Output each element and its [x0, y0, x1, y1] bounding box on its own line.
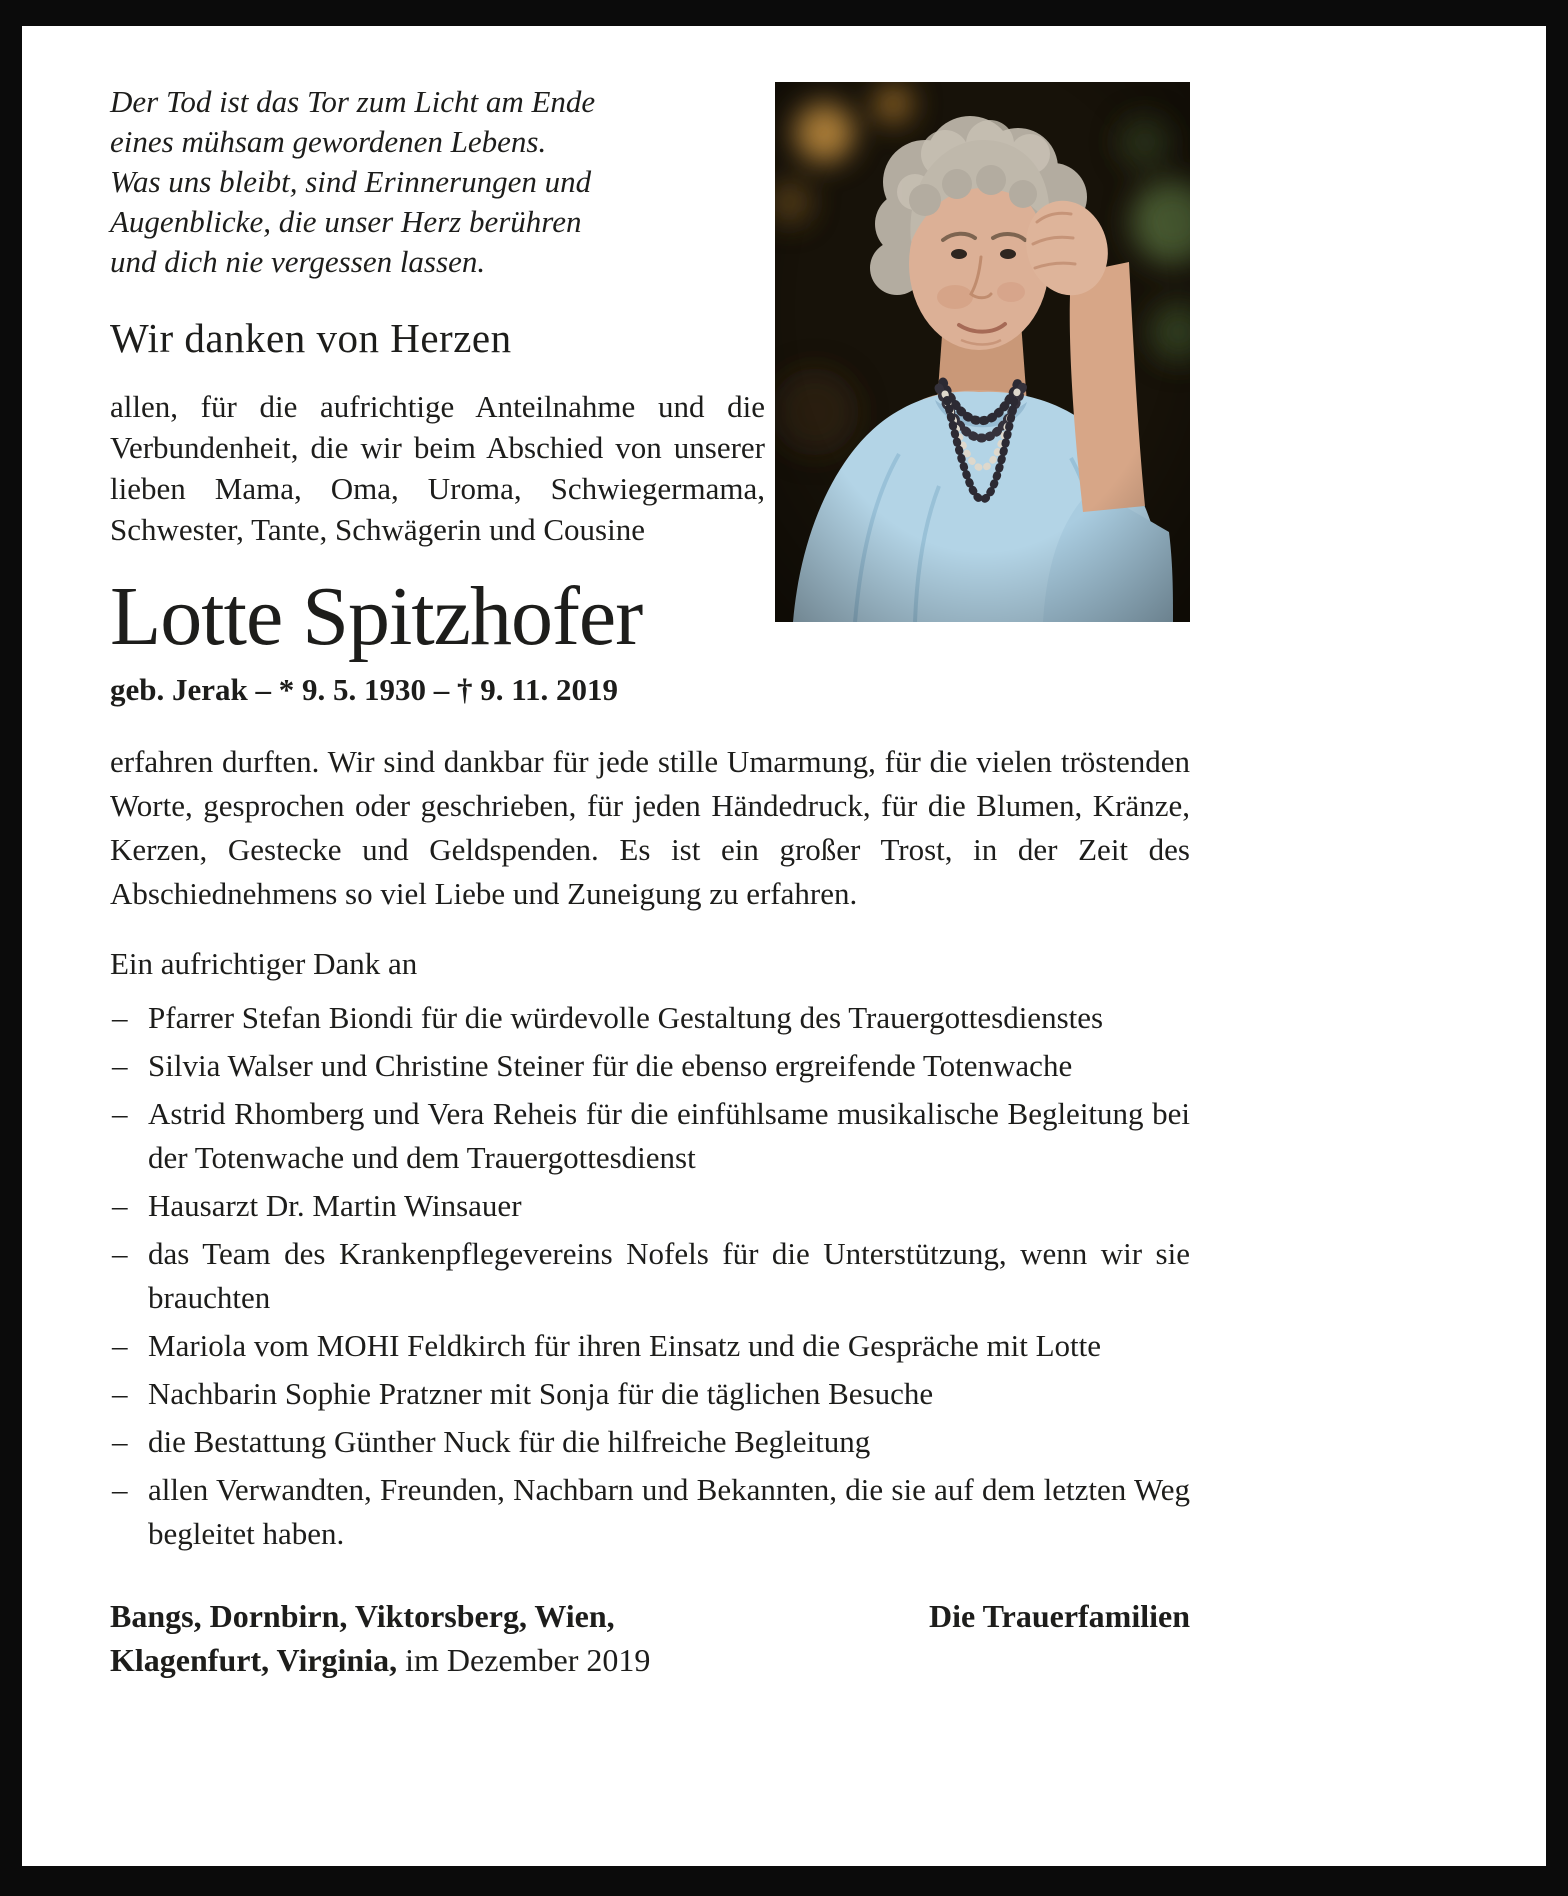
footer-signature: Die Trauerfamilien — [929, 1598, 1190, 1634]
thanks-list-item-text: allen Verwandten, Freunden, Nachbarn und Bekannten, die sie auf dem letzten Weg begleitet haben. — [148, 1472, 1190, 1551]
thanks-list-item — [110, 1324, 1190, 1368]
footer-places-line2-bold: Klagenfurt, Virginia, — [110, 1642, 398, 1678]
list-dash: – — [112, 1424, 128, 1459]
list-dash: – — [112, 1376, 128, 1411]
epigraph-line: Augenblicke, die unser Herz berühren — [110, 204, 582, 239]
list-dash: – — [112, 1236, 128, 1271]
footer-date: im Dezember 2019 — [405, 1642, 651, 1678]
thanks-list-item-text: Astrid Rhomberg und Vera Reheis für die einfühlsame musikalische Begleitung bei der Totenwache und dem Trauergottesdienst — [148, 1096, 1190, 1175]
thanks-list-item-text: Pfarrer Stefan Biondi für die würdevolle Gestaltung des Trauergottesdienstes — [148, 1000, 1104, 1035]
vignette — [775, 82, 1190, 622]
thanks-list — [110, 996, 1190, 1556]
thanks-list-item — [110, 996, 1190, 1040]
list-dash: – — [112, 1188, 128, 1223]
gratitude-paragraph: erfahren durften. Wir sind dankbar für jede stille Umarmung, für die vielen tröstenden Worte, gesprochen oder geschrieben, für jeden Händedruck, für die Blumen, Kränze, Kerzen, Gestecke und Geldspenden. Es ist ein großer Trost, in der Zeit des Abschiednehmens so viel Liebe und Zuneigung zu erfahren. — [110, 744, 1190, 911]
thanks-heading: Wir danken von Herzen — [110, 315, 512, 361]
epigraph-line: Der Tod ist das Tor zum Licht am Ende — [110, 84, 596, 119]
deceased-name: Lotte Spitzhofer — [110, 570, 643, 663]
list-dash: – — [112, 1472, 128, 1507]
footer — [110, 1594, 1190, 1682]
thanks-list-item-text: Hausarzt Dr. Martin Winsauer — [148, 1188, 522, 1223]
portrait-photo — [775, 82, 1190, 622]
thanks-list-item-text: Silvia Walser und Christine Steiner für die ebenso ergreifende Totenwache — [148, 1048, 1073, 1083]
thanks-list-item-text: Nachbarin Sophie Pratzner mit Sonja für die täglichen Besuche — [148, 1376, 934, 1411]
epigraph-line: und dich nie vergessen lassen. — [110, 244, 486, 279]
obituary-content — [110, 82, 1190, 1682]
thanks-list-item-text: die Bestattung Günther Nuck für die hilfreiche Begleitung — [148, 1424, 871, 1459]
list-dash: – — [112, 1096, 128, 1131]
intro-paragraph: allen, für die aufrichtige Anteilnahme und die Verbundenheit, die wir beim Abschied von unserer lieben Mama, Oma, Uroma, Schwiegermama, Schwester, Tante, Schwägerin und Cousine — [110, 389, 765, 547]
epigraph — [110, 82, 775, 282]
thanks-list-item — [110, 1232, 1190, 1320]
list-dash: – — [112, 1048, 128, 1083]
portrait-photo-illustration — [775, 82, 1190, 622]
top-left-column — [110, 82, 775, 708]
list-dash: – — [112, 1000, 128, 1035]
thanks-list-item — [110, 1044, 1190, 1088]
top-section — [110, 82, 1190, 708]
thanks-list-heading: Ein aufrichtiger Dank an — [110, 946, 418, 981]
epigraph-line: eines mühsam gewordenen Lebens. — [110, 124, 547, 159]
thanks-list-item — [110, 1420, 1190, 1464]
footer-places-line2 — [110, 1638, 650, 1682]
thanks-list-item — [110, 1092, 1190, 1180]
epigraph-line: Was uns bleibt, sind Erinnerungen und — [110, 164, 592, 199]
list-dash: – — [112, 1328, 128, 1363]
thanks-list-item-text: Mariola vom MOHI Feldkirch für ihren Einsatz und die Gespräche mit Lotte — [148, 1328, 1101, 1363]
thanks-list-item-text: das Team des Krankenpflegevereins Nofels für die Unterstützung, wenn wir sie brauchten — [148, 1236, 1190, 1315]
thanks-list-item — [110, 1468, 1190, 1556]
thanks-list-item — [110, 1372, 1190, 1416]
footer-places-line1: Bangs, Dornbirn, Viktorsberg, Wien, — [110, 1598, 615, 1634]
footer-places — [110, 1594, 650, 1682]
life-dates: geb. Jerak – * 9. 5. 1930 – † 9. 11. 2019 — [110, 672, 619, 707]
thanks-list-item — [110, 1184, 1190, 1228]
